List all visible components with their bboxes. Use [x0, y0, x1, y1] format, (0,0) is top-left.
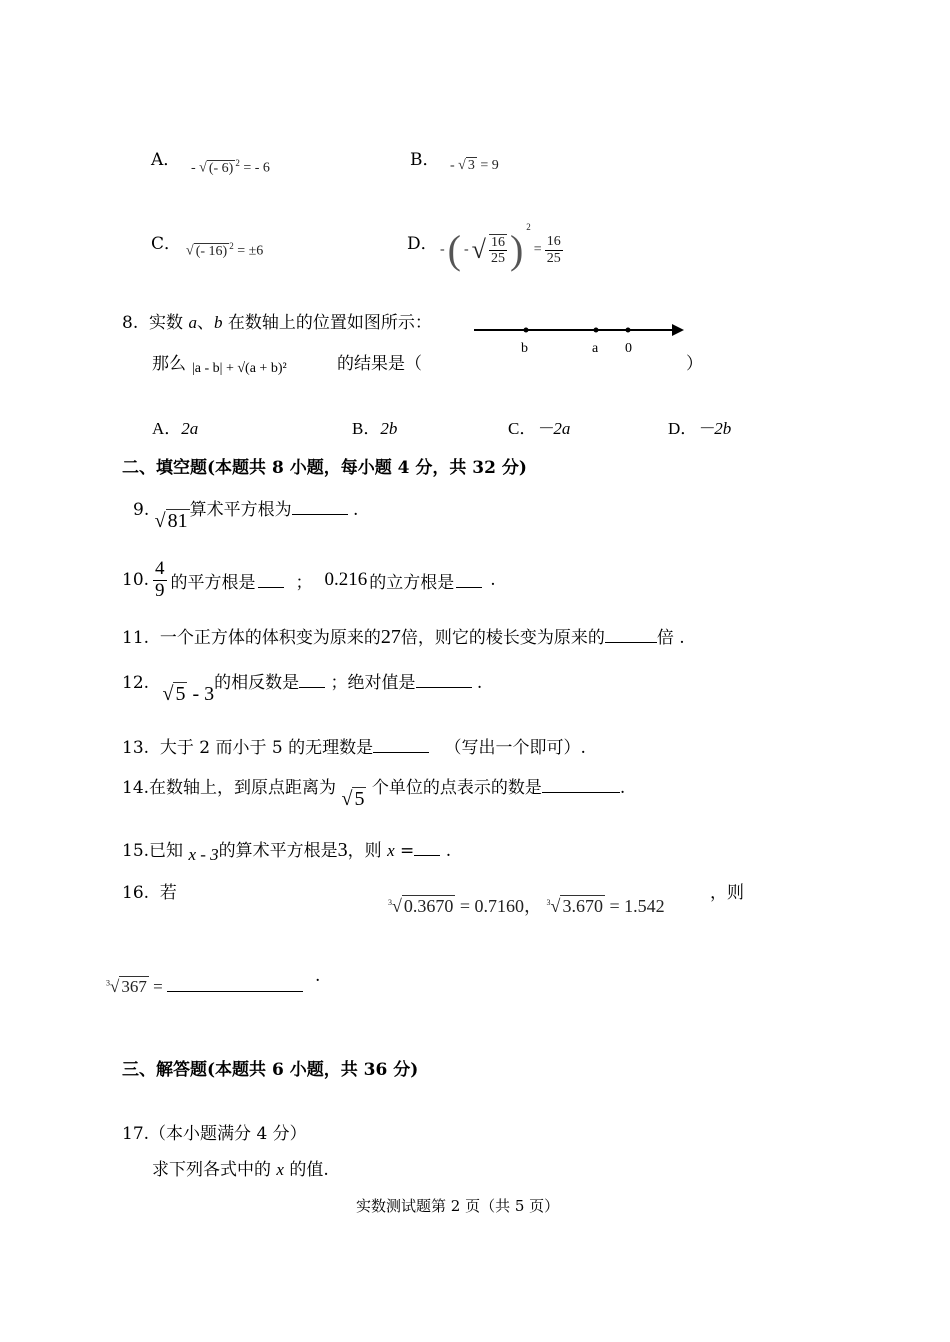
q8-option-c: C．－2a	[508, 419, 571, 438]
answer-blank[interactable]	[456, 573, 482, 588]
q16-then: ，则	[710, 883, 744, 903]
answer-blank[interactable]	[373, 738, 429, 753]
page-footer: 实数测试题第 2 页（共 5 页）	[356, 1197, 560, 1215]
expr-x-minus-3: x - 3	[188, 845, 219, 864]
point-a	[594, 328, 599, 333]
rhs: = 9	[480, 158, 499, 173]
sqrt-sign: √	[471, 235, 486, 264]
minus-sign: -	[450, 158, 455, 173]
answer-blank[interactable]	[414, 841, 440, 856]
rhs: = ±6	[237, 243, 264, 259]
q8-line2-prefix: 那么	[152, 354, 186, 374]
q16-end: .	[315, 966, 321, 986]
q8-line2-suffix: 的结果是（	[337, 354, 422, 374]
answer-blank[interactable]	[605, 628, 657, 643]
sqrt5-minus-3: √ 5 - 3	[162, 683, 215, 705]
q7-option-b-expr	[450, 158, 499, 174]
q8-paren-close: ）	[686, 354, 703, 374]
question-number: 11.	[122, 628, 150, 648]
q13: 13. 大于 2 而小于 5 的无理数是 （写出一个即可）.	[122, 738, 586, 758]
question-number: 15.	[122, 841, 150, 861]
left-paren: (	[447, 227, 461, 272]
q7-option-d-expr	[440, 222, 563, 278]
q16-prefix: 16. 若	[122, 883, 177, 903]
value-0216: 0.216	[324, 569, 368, 591]
answer-blank[interactable]	[258, 573, 284, 588]
answer-blank[interactable]	[542, 778, 620, 793]
q17-instruction: 求下列各式中的 x 的值.	[152, 1160, 329, 1180]
sqrt-5: √ 5	[341, 788, 365, 810]
q10: 10. $\frac{4}{9}$ 的平方根是 ； 0.216 的立方根是 .	[122, 558, 496, 601]
section-3-title: 三、解答题(本题共 6 小题，共 36 分)	[122, 1060, 419, 1080]
sqrt-radical: √ 3	[458, 158, 475, 173]
question-number: 16.	[122, 883, 150, 903]
fraction: $\frac{16}{25}$	[490, 234, 505, 266]
minus-sign: -	[440, 242, 445, 257]
q8-line1: 8. 实数 a、b 在数轴上的位置如图所示：	[122, 313, 432, 333]
var-a: a	[188, 313, 197, 332]
question-number: 8.	[122, 313, 139, 333]
answer-blank[interactable]	[299, 673, 325, 688]
exponent: 2	[526, 222, 531, 232]
q7-option-c-label: C．	[151, 234, 182, 254]
question-number: 17.	[122, 1124, 150, 1144]
q16-answer-line: $^3$√ 367 =	[106, 977, 303, 997]
minus-sign: -	[191, 160, 196, 176]
label-b: b	[521, 341, 528, 356]
section-2-title: 二、填空题(本题共 8 小题，每小题 4 分，共 32 分)	[122, 458, 527, 478]
q9: 9. √ 81 算术平方根为 .	[133, 500, 359, 532]
fraction-4-9: $\frac{4}{9}$	[155, 558, 165, 601]
question-number: 13.	[122, 738, 150, 758]
q7-option-a-expr	[191, 158, 270, 177]
axis-arrow-icon	[672, 324, 684, 336]
answer-blank[interactable]	[167, 977, 303, 992]
var-b: b	[213, 313, 223, 332]
right-paren: )	[509, 227, 524, 272]
q14: 14.在数轴上，到原点距离为 √ 5 个单位的点表示的数是 .	[122, 778, 626, 810]
q8-option-b: B．2b	[352, 419, 398, 438]
q12: 12. √ 5 - 3的相反数是 ；绝对值是 .	[122, 673, 483, 705]
sqrt-radical: √ (- 6) $^2$	[199, 158, 240, 176]
point-b	[524, 328, 529, 333]
label-a: a	[592, 341, 599, 356]
answer-blank[interactable]	[416, 673, 472, 688]
q17-header: 17.（本小题满分 4 分）	[122, 1124, 307, 1144]
question-number: 12.	[122, 673, 150, 693]
q16-conditions: $^3$√ 0.3670 = 0.7160， $^3$√ 3.670 = 1.542	[388, 896, 665, 917]
number-line	[470, 318, 690, 358]
question-number: 9.	[133, 500, 150, 520]
q7-option-c-expr	[186, 241, 263, 260]
minus-sign: -	[464, 242, 469, 257]
answer-blank[interactable]	[292, 500, 348, 515]
point-zero	[626, 328, 631, 333]
q8-option-a: A．2a	[152, 419, 199, 438]
q8-expression: |a - b| + √(a + b)²	[192, 361, 287, 376]
q11: 11. 一个正方体的体积变为原来的27倍，则它的棱长变为原来的 倍 .	[122, 626, 685, 648]
sqrt-81: √ 81	[154, 510, 188, 532]
q7-option-b-label: B．	[410, 150, 440, 170]
q7-option-a-label: A．	[151, 150, 181, 170]
q7-option-d-label: D．	[407, 234, 438, 254]
rhs: = - 6	[243, 160, 270, 176]
question-number: 14.	[122, 778, 150, 798]
equals: =	[533, 242, 542, 257]
q8-option-d: D．－2b	[668, 419, 732, 438]
sqrt-radical: √ (- 16) $^2$	[186, 241, 234, 259]
question-number: 10.	[122, 570, 150, 591]
fraction-result: $\frac{16}{25}$	[546, 234, 561, 266]
q15: 15.已知 x - 3的算术平方根是3，则 x = .	[122, 839, 452, 864]
label-zero: 0	[625, 341, 632, 356]
